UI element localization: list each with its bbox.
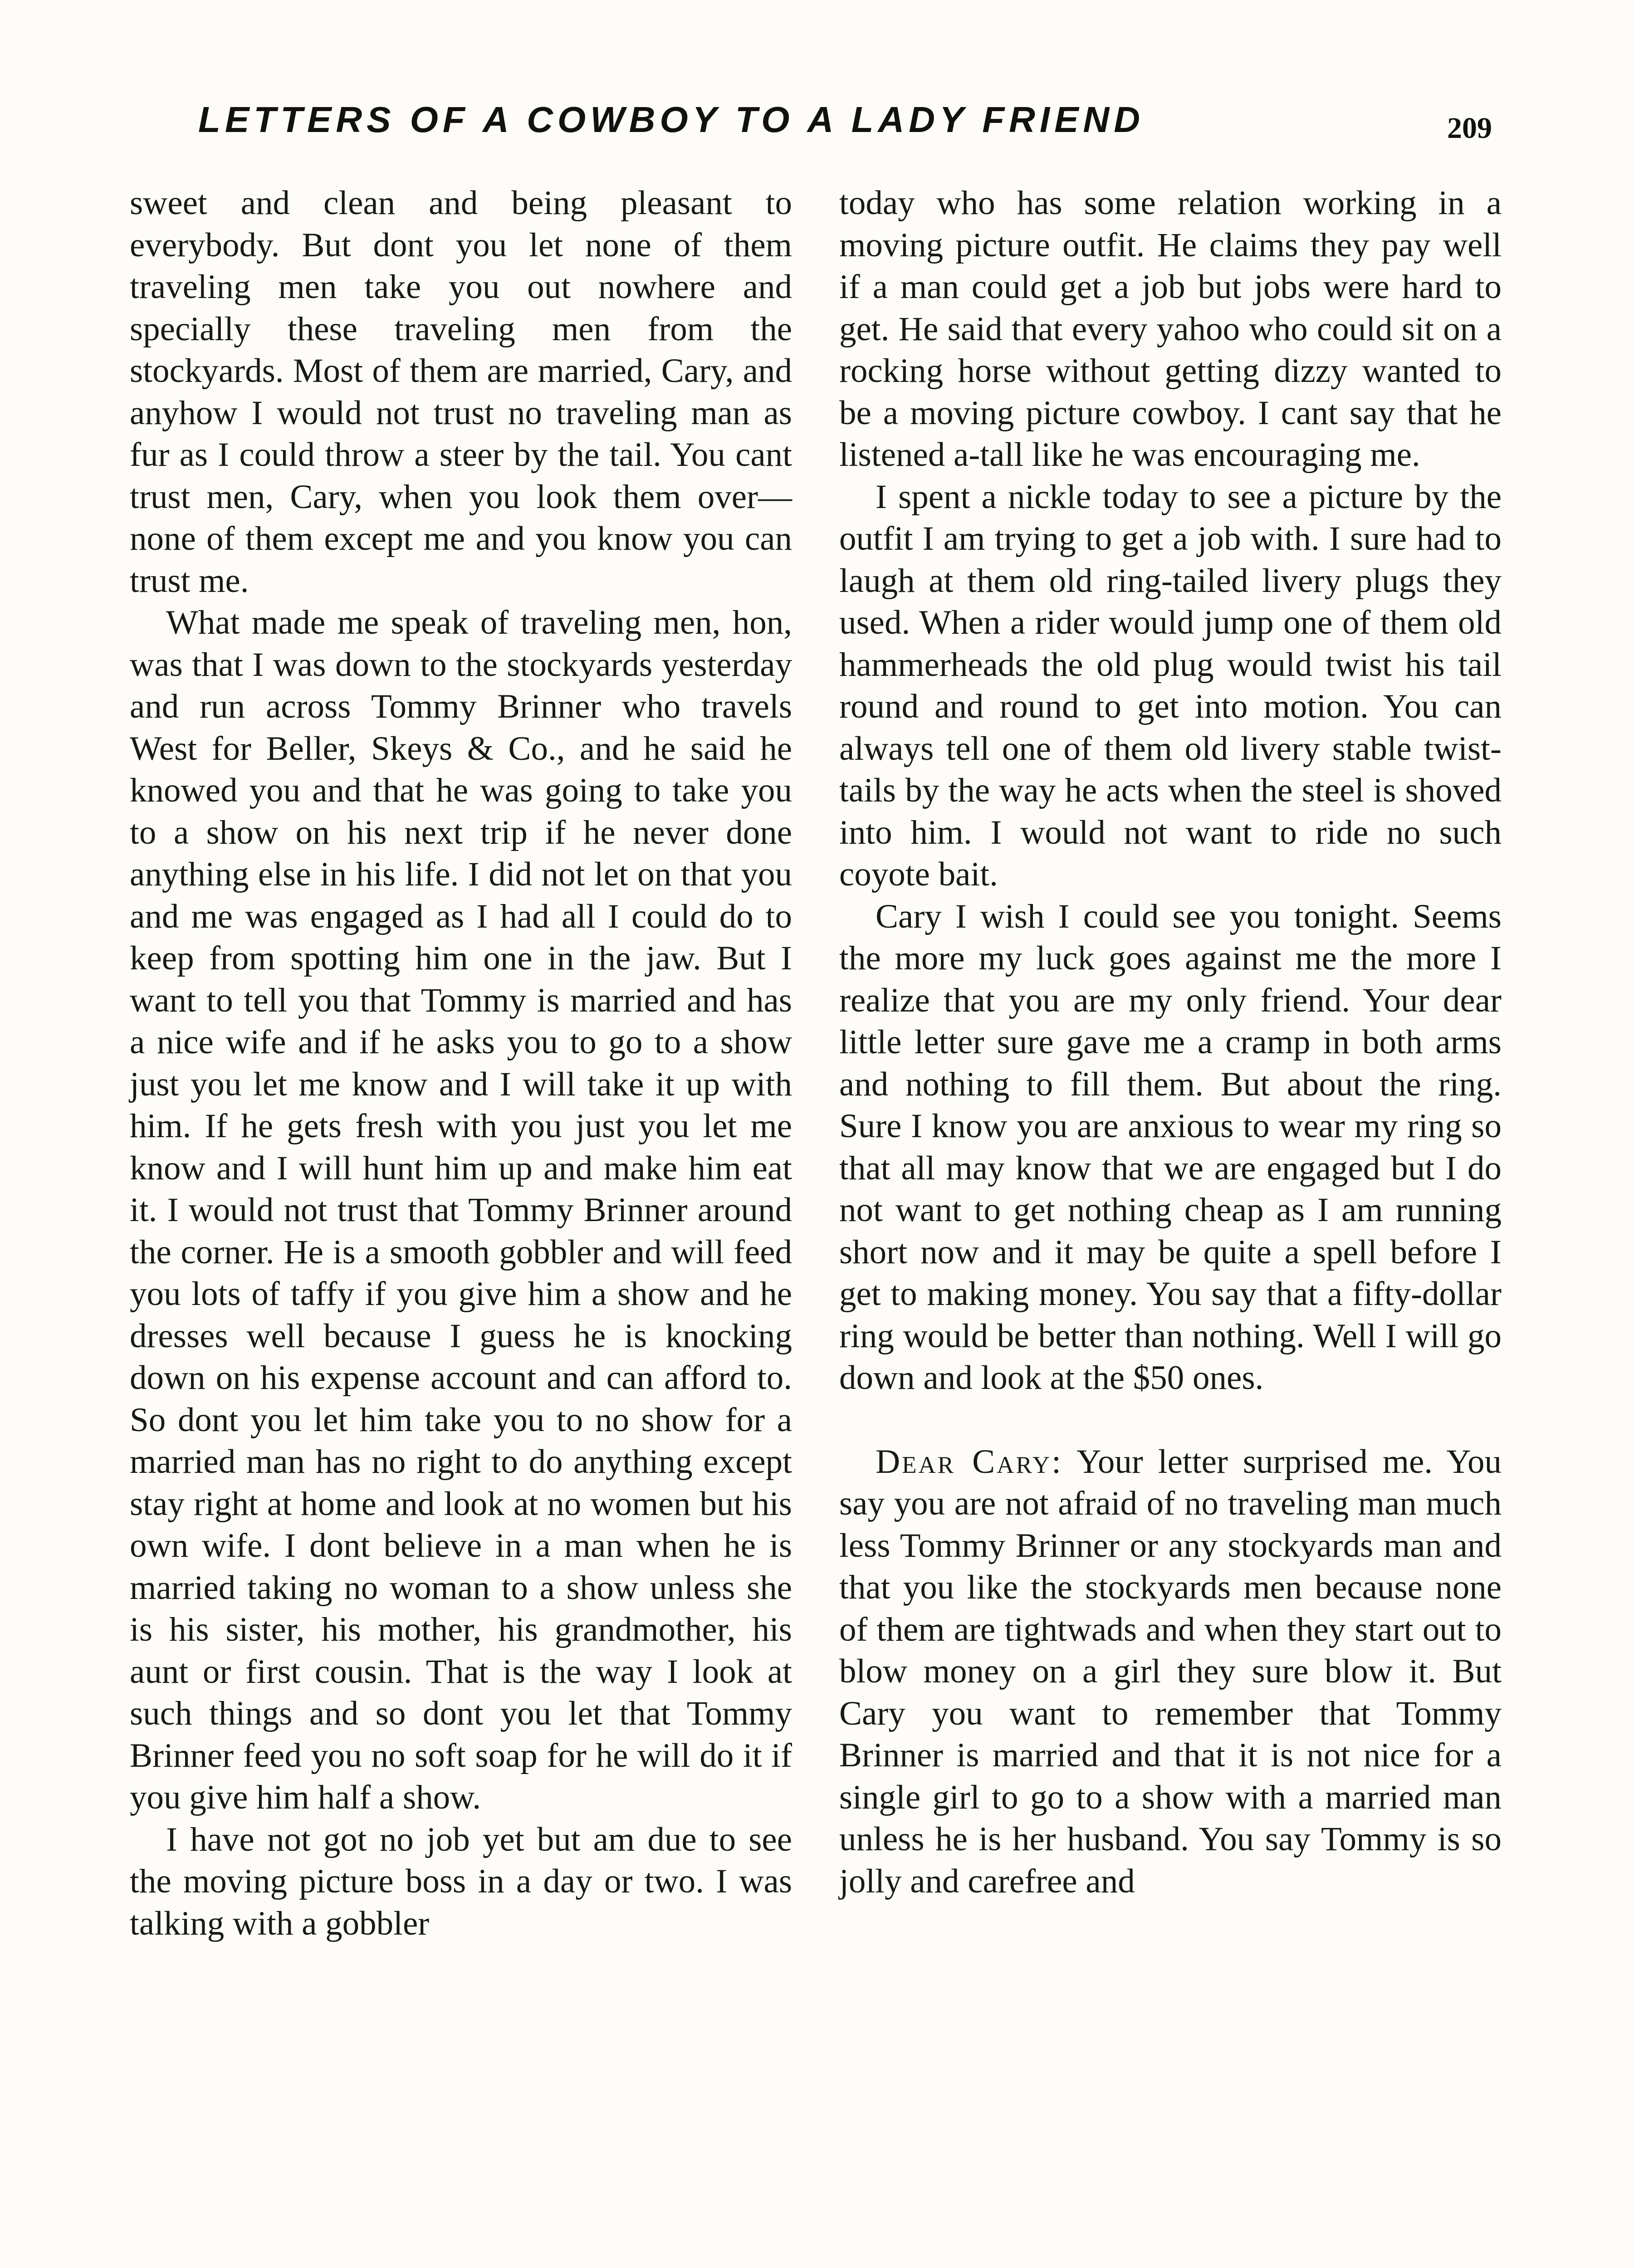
- page-number: 209: [1447, 112, 1492, 145]
- left-paragraph-2: What made me speak of traveling men, hon, was that I was down to the stockyards yesterday and run across Tommy Brinner who travels West for Beller, Skeys & Co., and he said he knowed you and that he was going to take you to a show on his next trip if he never done anything else in his life. I did not let on that you and me was engaged as I had all I could do to keep from spotting him one in the jaw. But I want to tell you that Tommy is married and has a nice wife and if he asks you to go to a show just you let me know and I will take it up with him. If he gets fresh with you just you let me know and I will hunt him up and make him eat it. I would not trust that Tommy Brinner around the corner. He is a smooth gobbler and will feed you lots of taffy if you give him a show and he dresses well because I guess he is knocking down on his expense account and can afford to. So dont you let him take you to no show for a married man has no right to do anything except stay right at home and look at no women but his own wife. I dont believe in a man when he is married taking no woman to a show unless she is his sister, his mother, his grandmother, his aunt or first cousin. That is the way I look at such things and so dont you let that Tommy Brinner feed you no soft soap for he will do it if you give him half a show.: [130, 604, 792, 1816]
- left-paragraph-3: I have not got no job yet but am due to see the moving picture boss in a day or two. I was talking with a gobbler: [130, 1820, 792, 1942]
- right-paragraph-3: Cary I wish I could see you tonight. Seems the more my luck goes against me the more I realize that you are my only friend. Your dear little letter sure gave me a cramp in both arms and nothing to fill them. But about the ring. Sure I know you are anxious to wear my ring so that all may know that we are engaged but I do not want to get nothing cheap as I am running short now and it may be quite a spell before I get to making money. You say that a fifty-dollar ring would be better than nothing. Well I will go down and look at the $50 ones.: [839, 897, 1502, 1397]
- running-head-title: LETTERS OF A COWBOY TO A LADY FRIEND: [198, 99, 1145, 140]
- right-paragraph-2: I spent a nickle today to see a picture by the outfit I am trying to get a job with. I sure had to laugh at them old ring-tailed livery plugs they used. When a rider would jump one of them old hammerheads the old plug would twist his tail round and round to get into motion. You can always tell one of them old livery stable twist-tails by the way he acts when the steel is shoved into him. I would not want to ride no such coyote bait.: [839, 478, 1502, 893]
- right-paragraph-1: today who has some relation working in a moving picture outfit. He claims they pay well if a man could get a job but jobs were hard to get. He said that every yahoo who could sit on a rocking horse without getting dizzy wanted to be a moving picture cowboy. I cant say that he listened a-tall like he was encouraging me.: [839, 184, 1502, 474]
- letter-body: Your letter surprised me. You say you are not afraid of no traveling man much less Tommy Brinner or any stockyards man and that you like the stockyards men because none of them are tightwads and when they start out to blow money on a girl they sure blow it. But Cary you want to remember that Tommy Brinner is married and that it is not nice for a single girl to go to a show with a married man unless he is her husband. You say Tommy is so jolly and carefree and: [839, 1442, 1502, 1900]
- left-column: [130, 182, 792, 1945]
- letter-paragraph: [839, 1441, 1502, 1903]
- letter-salutation: Dear Cary:: [876, 1442, 1063, 1481]
- left-paragraph-1: sweet and clean and being pleasant to everybody. But dont you let none of them traveling men take you out nowhere and specially these traveling men from the stockyards. Most of them are married, Cary, and anyhow I would not trust no traveling man as fur as I could throw a steer by the tail. You cant trust men, Cary, when you look them over—none of them except me and you know you can trust me.: [130, 184, 792, 600]
- right-column: [839, 182, 1502, 1902]
